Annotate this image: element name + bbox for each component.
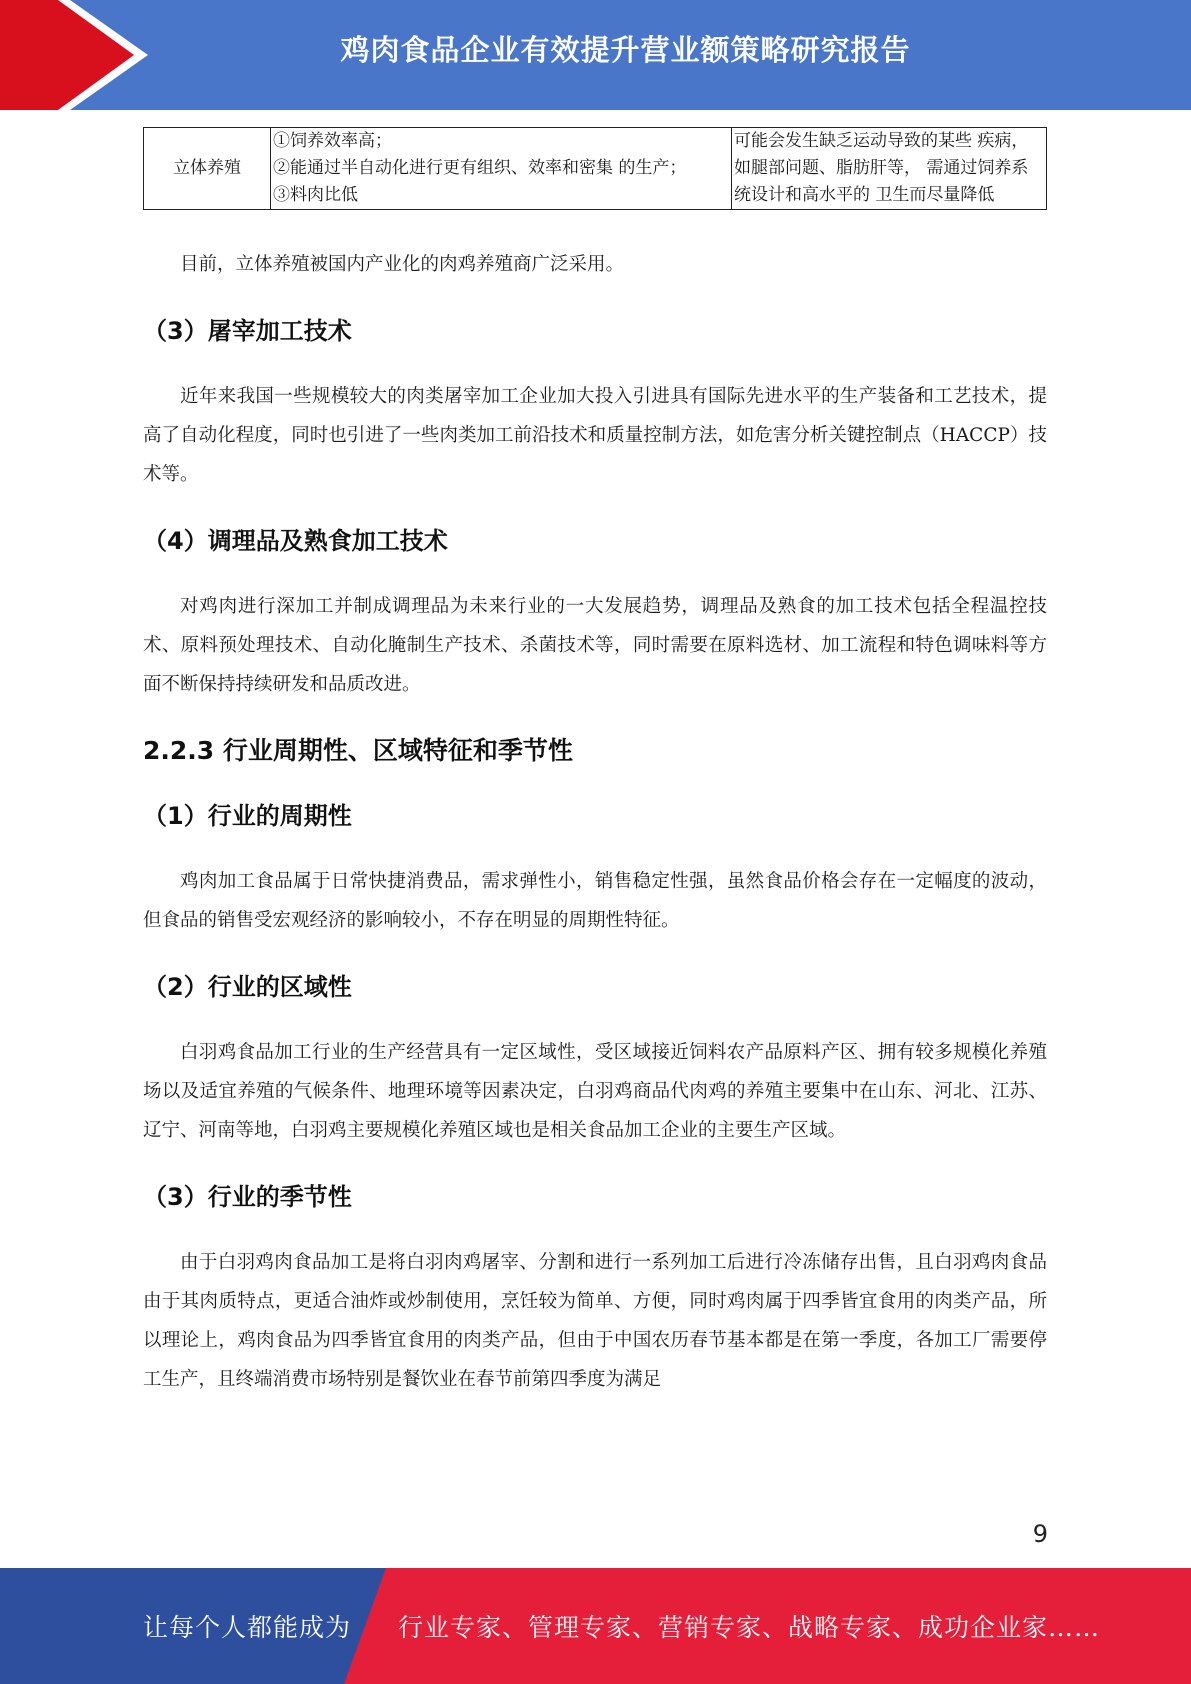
heading-slaughter: （3）屠宰加工技术 <box>143 317 352 345</box>
paragraph-slaughter: 近年来我国一些规模较大的肉类屠宰加工企业加大投入引进具有国际先进水平的生产装备和工艺技术，提高了自动化程度，同时也引进了一些肉类加工前沿技术和质量控制方法，如危害分析关键控制点（HACCP）技术等。 <box>143 386 1047 485</box>
heading-cyclicality: （1）行业的周期性 <box>143 802 352 830</box>
paragraph-prepared-food: 对鸡肉进行深加工并制成调理品为未来行业的一大发展趋势，调理品及熟食的加工技术包括全程温控技术、原料预处理技术、自动化腌制生产技术、杀菌技术等，同时需要在原料选材、加工流程和特色调味料等方面不断保持持续研发和品质改进。 <box>143 596 1047 695</box>
disadvantages-cell: 可能会发生缺乏运动导致的某些 疾病，如腿部问题、脂肪肝等， 需通过饲养系统设计和高水平的 卫生而尽量降低 <box>732 128 1047 210</box>
advantage-item: ②能通过半自动化进行更有组织、效率和密集 的生产； <box>273 158 687 178</box>
paragraph-cyclicality: 鸡肉加工食品属于日常快捷消费品，需求弹性小，销售稳定性强，虽然食品价格会存在一定幅度的波动，但食品的销售受宏观经济的影响较小，不存在明显的周期性特征。 <box>143 871 1047 931</box>
heading-prepared-food: （4）调理品及熟食加工技术 <box>143 527 448 555</box>
paragraph-seasonality: 由于白羽鸡肉食品加工是将白羽肉鸡屠宰、分割和进行一系列加工后进行冷冻储存出售，且白羽鸡肉食品由于其肉质特点，更适合油炸或炒制使用，烹饪较为简单、方便，同时鸡肉属于四季皆宜食用的肉类产品，所以理论上，鸡肉食品为四季皆宜食用的肉类产品，但由于中国农历春节基本都是在第一季度，各加工厂需要停工生产，且终端消费市场特别是餐饮业在春节前第四季度为满足 <box>143 1252 1047 1390</box>
page-header <box>0 0 1191 110</box>
advantage-item: ①饲养效率高； <box>273 131 392 151</box>
heading-seasonality: （3）行业的季节性 <box>143 1183 352 1211</box>
report-title: 鸡肉食品企业有效提升营业额策略研究报告 <box>340 33 911 67</box>
paragraph-regionality: 白羽鸡食品加工行业的生产经营具有一定区域性，受区域接近饲料农产品原料产区、拥有较多规模化养殖场以及适宜养殖的气候条件、地理环境等因素决定，白羽鸡商品代肉鸡的养殖主要集中在山东、河北、江苏、辽宁、河南等地，白羽鸡主要规模化养殖区域也是相关食品加工企业的主要生产区域。 <box>143 1042 1047 1141</box>
breeding-method-table <box>143 127 1047 210</box>
method-name-cell: 立体养殖 <box>144 128 271 210</box>
page-number: 9 <box>1032 1520 1048 1548</box>
advantages-cell <box>271 128 732 210</box>
paragraph-intro: 目前，立体养殖被国内产业化的肉鸡养殖商广泛采用。 <box>180 254 625 275</box>
table-row <box>144 128 1047 210</box>
footer-slogan-right: 行业专家、管理专家、营销专家、战略专家、成功企业家…… <box>398 1613 1101 1642</box>
page-footer <box>0 1568 1191 1684</box>
footer-slogan-left: 让每个人都能成为 <box>143 1613 352 1642</box>
heading-regionality: （2）行业的区域性 <box>143 973 352 1001</box>
page-content <box>143 127 1047 1399</box>
advantage-item: ③料肉比低 <box>273 185 358 205</box>
heading-2-2-3: 2.2.3 行业周期性、区域特征和季节性 <box>143 736 573 765</box>
